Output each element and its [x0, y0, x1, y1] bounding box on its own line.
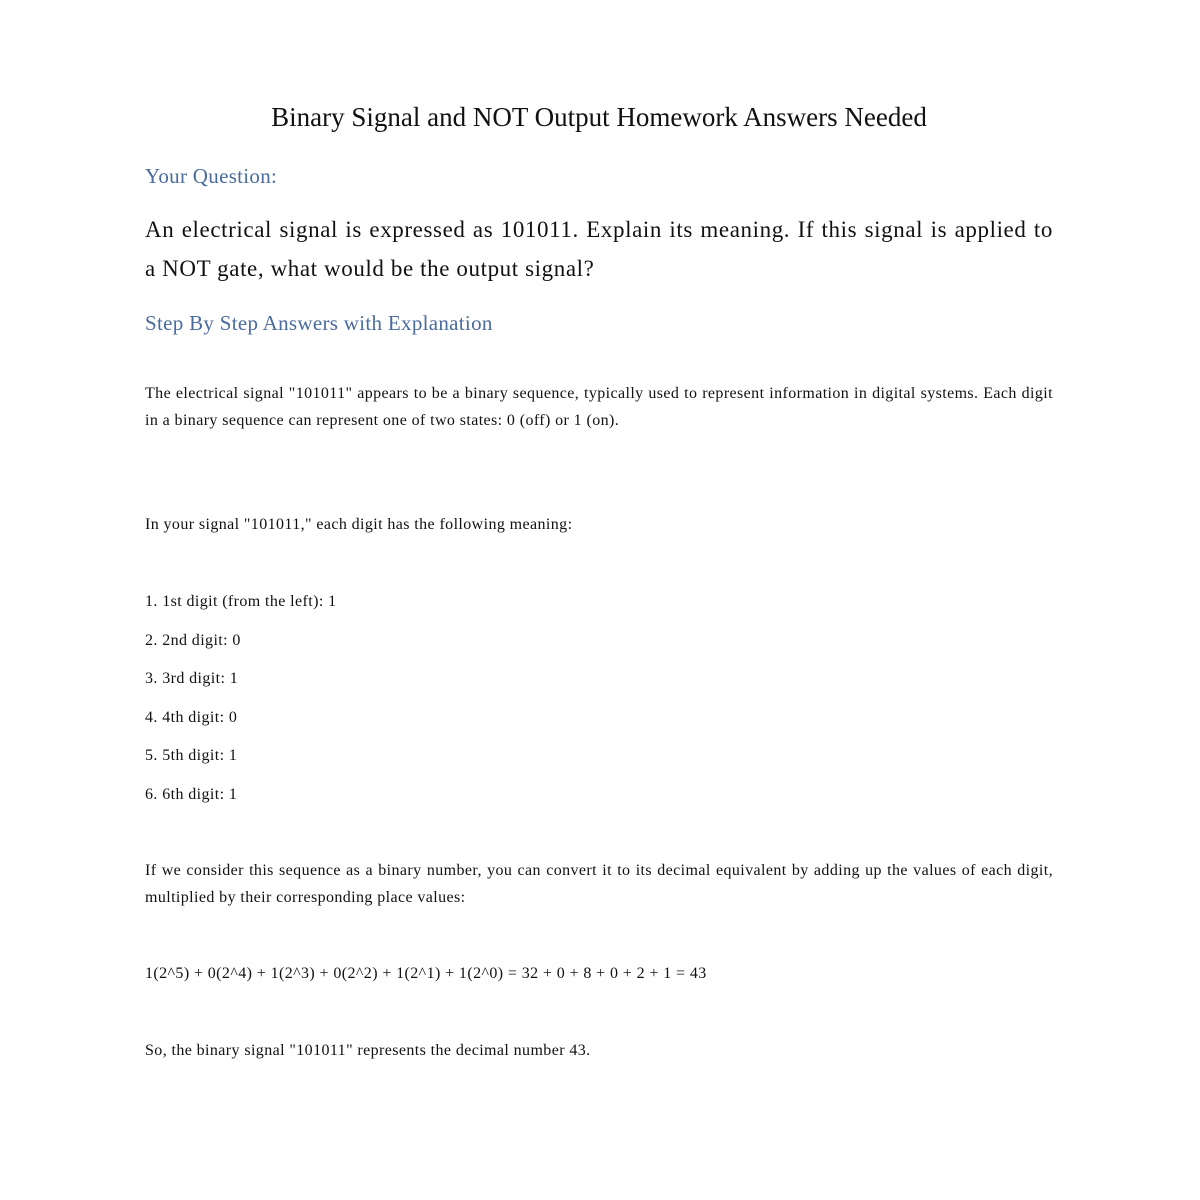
list-item: 2. 2nd digit: 0	[145, 631, 241, 649]
list-item: 4. 4th digit: 0	[145, 708, 238, 726]
question-heading: Your Question:	[145, 164, 278, 188]
list-item: 1. 1st digit (from the left): 1	[145, 593, 337, 610]
list-item: 6. 6th digit: 1	[145, 785, 238, 803]
page-title: Binary Signal and NOT Output Homework Answers Needed	[271, 102, 927, 132]
conversion-equation: 1(2^5) + 0(2^4) + 1(2^3) + 0(2^2) + 1(2^1) + 1(2^0) = 32 + 0 + 8 + 0 + 2 + 1 = 43	[145, 965, 707, 982]
list-item: 5. 5th digit: 1	[145, 747, 238, 764]
answers-heading: Step By Step Answers with Explanation	[145, 311, 493, 335]
paragraph-conversion: If we consider this sequence as a binary number, you can convert it to its decimal equivalent by adding up the values of each digit, multiplied by their corresponding place values:	[145, 862, 1053, 906]
digit-list	[145, 588, 336, 819]
paragraph-binary-intro: The electrical signal "101011" appears to be a binary sequence, typically used to represent information in digital systems. Each digit in a binary sequence can represent one of two states: 0 (off) or 1 (on).	[145, 385, 1053, 429]
paragraph-conclusion: So, the binary signal "101011" represents the decimal number 43.	[145, 1042, 591, 1059]
question-text: An electrical signal is expressed as 101011. Explain its meaning. If this signal is applied to a NOT gate, what would be the output signal?	[145, 217, 1053, 281]
paragraph-digit-meaning: In your signal "101011," each digit has the following meaning:	[145, 516, 573, 533]
list-item: 3. 3rd digit: 1	[145, 670, 239, 687]
